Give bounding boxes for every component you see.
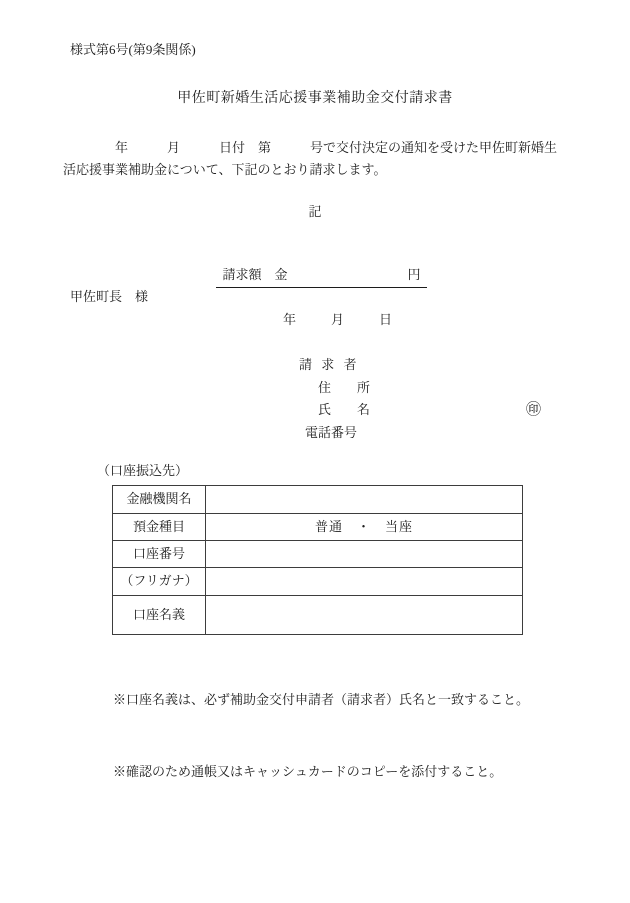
date-placeholder-line: 年 月 日	[283, 312, 396, 327]
requester-phone-label: 電話番号	[305, 425, 358, 440]
intro-paragraph-line-2: 活応援事業補助金について、下記のとおり請求します。	[63, 162, 387, 177]
account-number-value	[206, 541, 523, 568]
bank-account-table	[112, 485, 523, 635]
table-row	[113, 514, 523, 541]
account-holder-value	[206, 596, 523, 635]
requester-heading: 請 求 者	[299, 357, 360, 372]
deposit-type-label: 預金種目	[113, 514, 206, 541]
seal-mark-icon: ㊞	[526, 402, 542, 418]
account-holder-label: 口座名義	[113, 596, 206, 635]
section-marker-ki: 記	[308, 204, 322, 219]
table-row	[113, 541, 523, 568]
footnotes	[113, 640, 529, 832]
deposit-type-value: 普通 ・ 当座	[206, 514, 523, 541]
claim-amount-unit: 円	[407, 266, 421, 282]
intro-paragraph-line-1: 年 月 日付 第 号で交付決定の通知を受けた甲佐町新婚生	[115, 140, 558, 155]
claim-amount-label: 請求額 金	[222, 266, 288, 282]
table-row	[113, 486, 523, 514]
addressee-line: 甲佐町長 様	[70, 289, 149, 304]
form-number: 様式第6号(第9条関係)	[70, 42, 196, 57]
table-row	[113, 596, 523, 635]
bank-name-value	[206, 486, 523, 514]
requester-name-label: 氏 名	[318, 402, 371, 417]
furigana-value	[206, 568, 523, 596]
document-title: 甲佐町新婚生活応援事業補助金交付請求書	[177, 91, 453, 106]
bank-name-label: 金融機関名	[113, 486, 206, 514]
claim-amount-line	[216, 266, 426, 288]
furigana-label: （フリガナ）	[113, 568, 206, 596]
footnote-passbook-copy: ※確認のため通帳又はキャッシュカードのコピーを添付すること。	[113, 764, 503, 779]
bank-transfer-caption: （口座振込先）	[97, 463, 189, 478]
footnote-account-holder: ※口座名義は、必ず補助金交付申請者（請求者）氏名と一致すること。	[113, 692, 530, 707]
account-number-label: 口座番号	[113, 541, 206, 568]
table-row	[113, 568, 523, 596]
requester-address-label: 住 所	[318, 380, 371, 395]
